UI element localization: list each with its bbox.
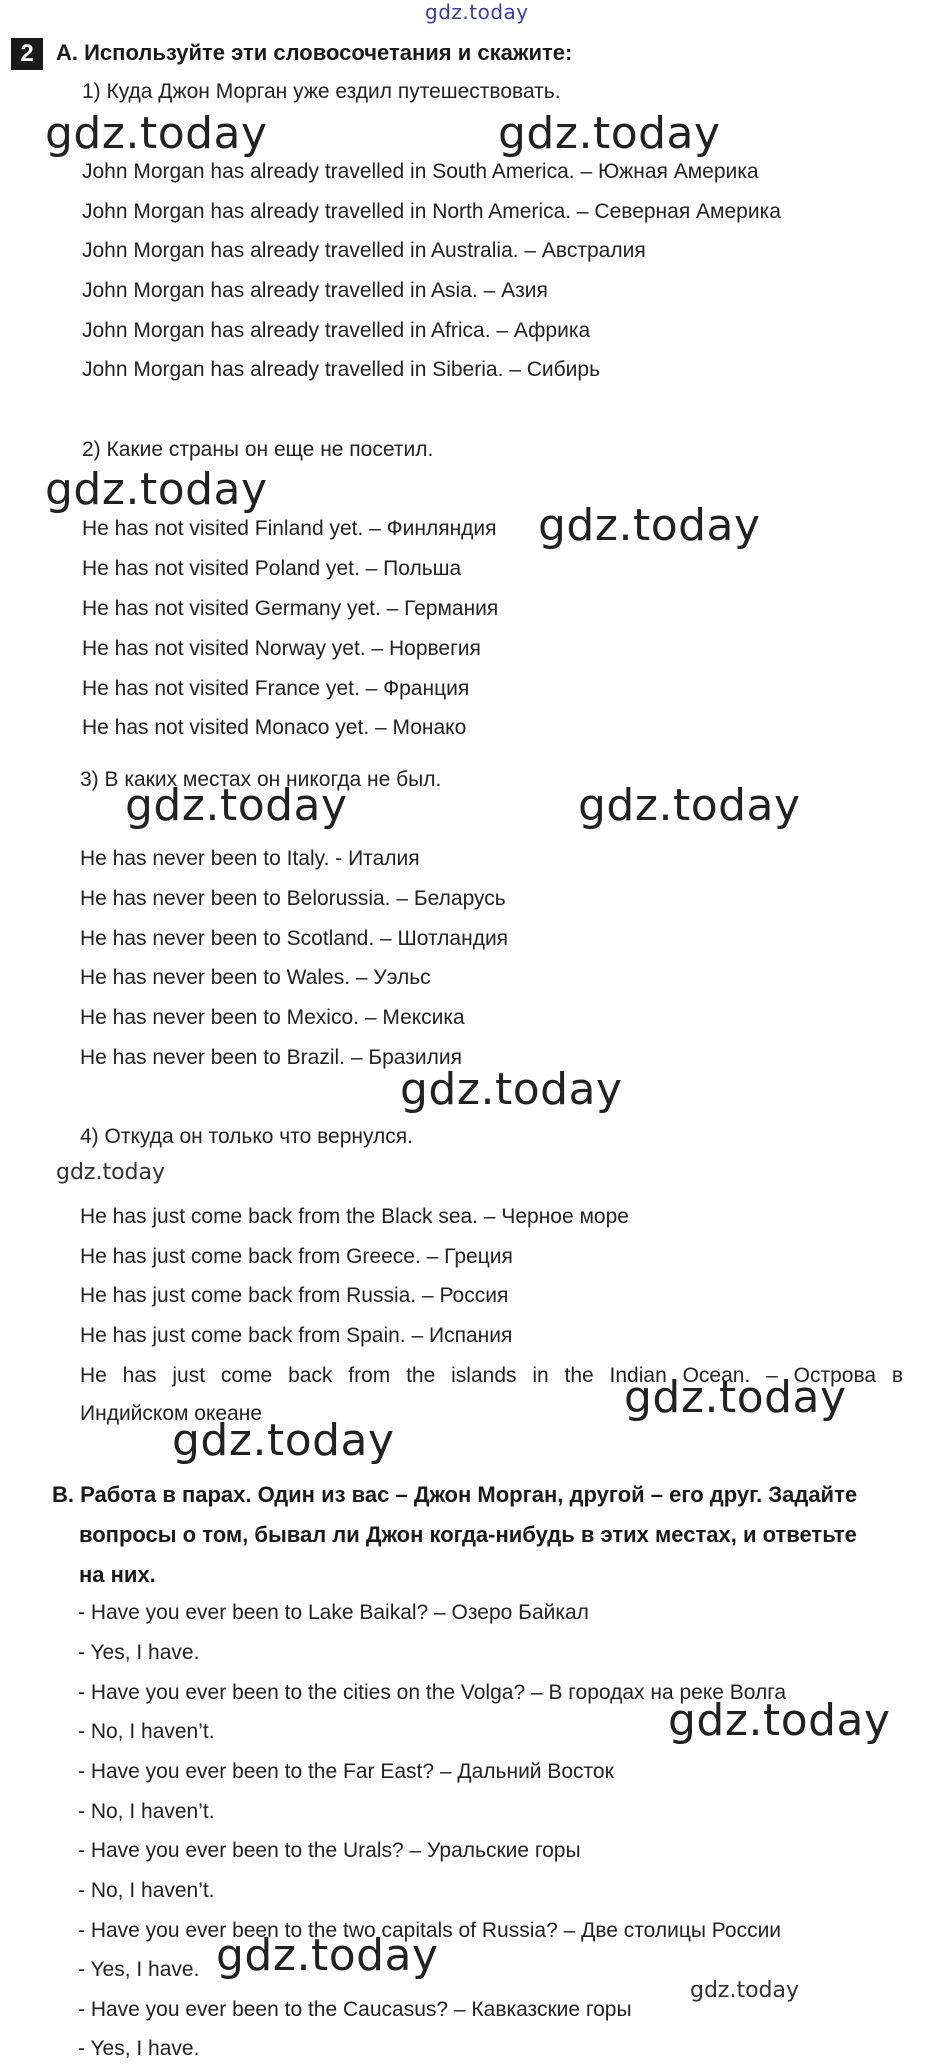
- q1-line-1: John Morgan has already travelled in South America. – Южная Америка: [82, 160, 759, 183]
- q3-line-4: He has never been to Wales. – Уэльс: [80, 966, 431, 989]
- dialogue-line-12: - Yes, I have.: [78, 2037, 200, 2060]
- q1-line-3: John Morgan has already travelled in Australia. – Австралия: [82, 239, 646, 262]
- watermark: gdz.today: [45, 108, 268, 159]
- dialogue-line-1: - Have you ever been to Lake Baikal? – Озеро Байкал: [78, 1601, 589, 1624]
- q3-line-5: He has never been to Mexico. – Мексика: [80, 1006, 465, 1029]
- q4-line-5: He has just come back from the islands in the Indian Ocean. – Острова в: [80, 1364, 904, 1387]
- watermark: gdz.today: [400, 1064, 623, 1115]
- q2-line-2: He has not visited Poland yet. – Польша: [82, 557, 462, 580]
- dialogue-line-11: - Have you ever been to the Caucasus? – Кавказские горы: [78, 1998, 632, 2021]
- watermark: gdz.today: [45, 464, 268, 515]
- q1-line-2: John Morgan has already travelled in North America. – Северная Америка: [82, 200, 781, 223]
- section-b-title-line-3: на них.: [79, 1562, 156, 1587]
- q1-line-5: John Morgan has already travelled in Africa. – Африка: [82, 319, 591, 342]
- dialogue-line-5: - Have you ever been to the Far East? – Дальний Восток: [78, 1760, 614, 1783]
- q4-line-1: He has just come back from the Black sea. – Черное море: [80, 1205, 629, 1228]
- question-4: 4) Откуда он только что вернулся.: [80, 1125, 414, 1148]
- exercise-number-badge: 2: [11, 38, 43, 70]
- watermark: gdz.today: [498, 108, 721, 159]
- q2-line-1: He has not visited Finland yet. – Финляндия: [82, 517, 497, 540]
- q4-line-5-continuation: Индийском океане: [80, 1402, 263, 1425]
- dialogue-line-2: - Yes, I have.: [78, 1641, 200, 1664]
- q1-line-4: John Morgan has already travelled in Asia. – Азия: [82, 279, 548, 302]
- watermark: gdz.today: [125, 780, 348, 831]
- dialogue-line-6: - No, I haven’t.: [78, 1800, 215, 1823]
- watermark: gdz.today: [216, 1930, 439, 1981]
- q2-line-6: He has not visited Monaco yet. – Монако: [82, 716, 467, 739]
- watermark: gdz.today: [624, 1372, 847, 1423]
- top-watermark: gdz.today: [425, 0, 529, 24]
- q4-line-2: He has just come back from Greece. – Греция: [80, 1245, 513, 1268]
- dialogue-line-7: - Have you ever been to the Urals? – Уральские горы: [78, 1839, 581, 1862]
- dialogue-line-3: - Have you ever been to the cities on the Volga? – В городах на реке Волга: [78, 1681, 787, 1704]
- q4-line-3: He has just come back from Russia. – Россия: [80, 1284, 509, 1307]
- q3-line-2: He has never been to Belorussia. – Беларусь: [80, 887, 506, 910]
- section-a-title: A. Используйте эти словосочетания и скажите:: [56, 40, 573, 65]
- q1-line-6: John Morgan has already travelled in Siberia. – Сибирь: [82, 358, 601, 381]
- q3-line-3: He has never been to Scotland. – Шотландия: [80, 927, 509, 950]
- q3-line-6: He has never been to Brazil. – Бразилия: [80, 1046, 462, 1069]
- dialogue-line-9: - Have you ever been to the two capitals of Russia? – Две столицы России: [78, 1919, 782, 1942]
- question-2: 2) Какие страны он еще не посетил.: [82, 438, 434, 461]
- dialogue-line-4: - No, I haven’t.: [78, 1720, 215, 1743]
- dialogue-line-8: - No, I haven’t.: [78, 1879, 215, 1902]
- watermark: gdz.today: [668, 1695, 891, 1746]
- q2-line-4: He has not visited Norway yet. – Норвегия: [82, 637, 481, 660]
- question-1: 1) Куда Джон Морган уже ездил путешествовать.: [82, 80, 561, 103]
- question-3: 3) В каких местах он никогда не был.: [80, 768, 442, 791]
- watermark: gdz.today: [538, 500, 761, 551]
- q4-line-4: He has just come back from Spain. – Испания: [80, 1324, 513, 1347]
- watermark: gdz.today: [578, 780, 801, 831]
- q2-line-3: He has not visited Germany yet. – Германия: [82, 597, 499, 620]
- q2-line-5: He has not visited France yet. – Франция: [82, 677, 470, 700]
- q3-line-1: He has never been to Italy. - Италия: [80, 847, 420, 870]
- watermark: gdz.today: [172, 1415, 395, 1466]
- dialogue-line-10: - Yes, I have.: [78, 1958, 200, 1981]
- watermark: gdz.today: [56, 1160, 166, 1185]
- section-b-title-line-2: вопросы о том, бывал ли Джон когда-нибудь в этих местах, и ответьте: [79, 1522, 857, 1547]
- watermark: gdz.today: [690, 1978, 800, 2003]
- section-b-title-line-1: B. Работа в парах. Один из вас – Джон Морган, другой – его друг. Задайте: [52, 1482, 858, 1507]
